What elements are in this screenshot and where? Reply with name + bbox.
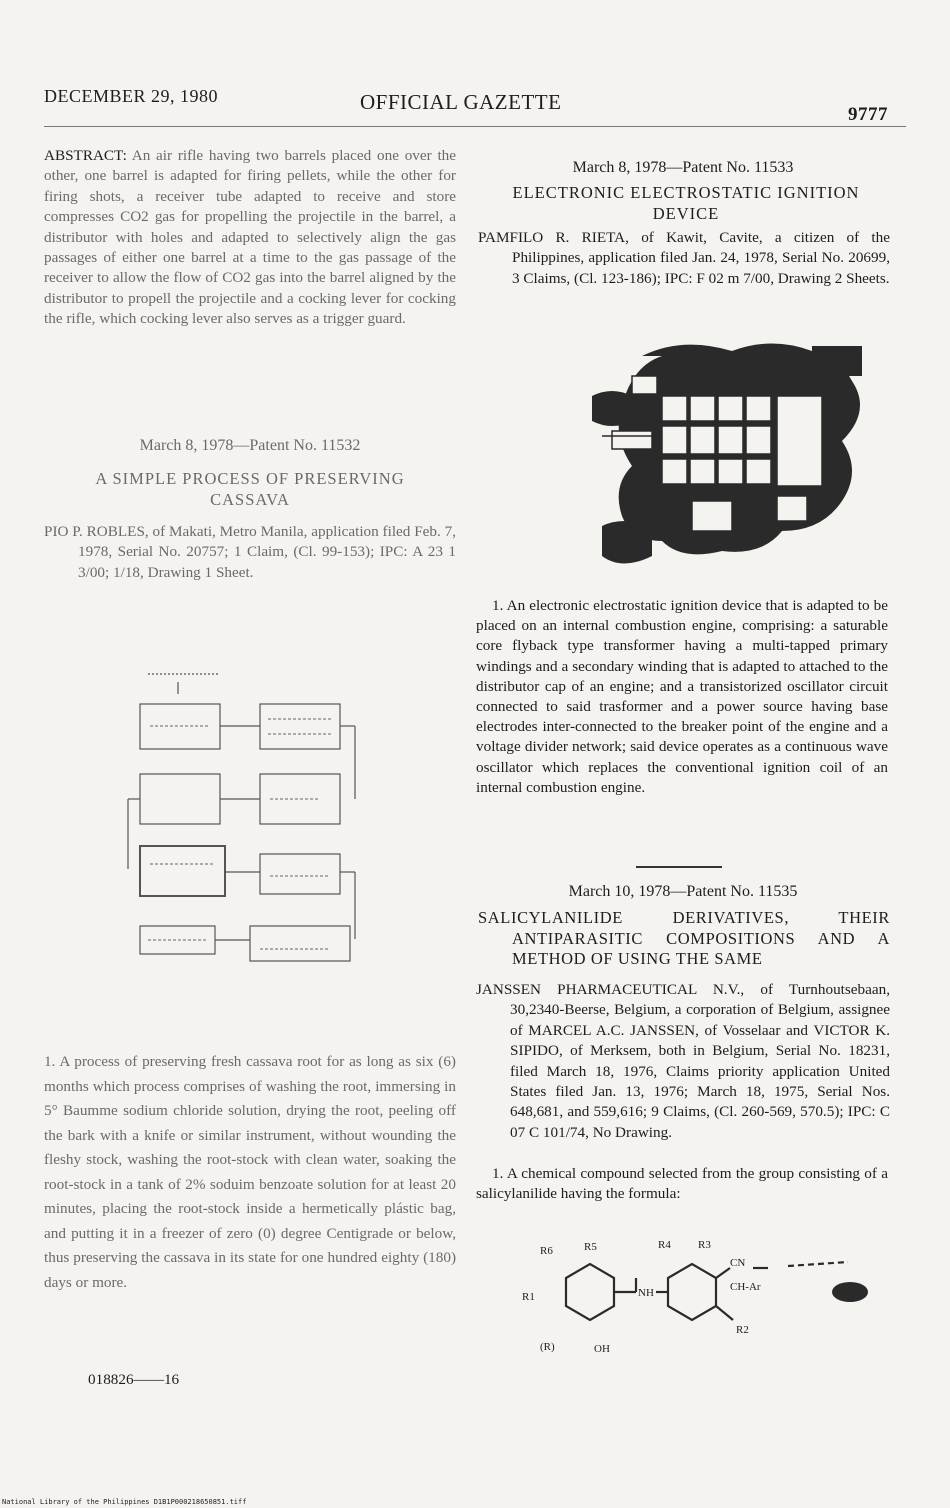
patent-11535-title [478,908,890,970]
scan-footer: National Library of the Philippines D1B1P000218650851.tiff [2,1498,247,1506]
patent-11533-date: March 8, 1978—Patent No. 11533 [572,159,794,176]
formula-label-r3: R3 [698,1239,711,1251]
formula-label-oh: OH [594,1343,610,1355]
formula-label-nh: NH [638,1287,654,1299]
patent-11535-title-text: SALICYLANILIDE DERIVATIVES, THEIR ANTIPARASITIC COMPOSITIONS AND A METHOD OF USING THE SAME [478,908,890,968]
header-rule [44,126,906,127]
formula-label-r1: R1 [522,1291,535,1303]
patent-11532-applicant-name: PIO P. ROBLES, [44,523,149,540]
patent-11533-claim: 1. An electronic electrostatic ignition device that is adapted to be placed on an internal combustion engine, comprising: a saturable core flyback type transformer having a multi-tapped primary windings and a secondary winding that is adapted to attached to the distributor cap of an engine; and a transistorized oscillator circuit connected to said trasformer and a power source having base electrodes inter-connected to the breaker point of the engine and a voltage divider network; said device operates as a continuous wave oscillator which replaces the conventional ignition coil of an internal combustion engine. [476,597,888,796]
cassava-process-diagram [120,664,370,974]
formula-label-ch-ar: CH-Ar [730,1281,761,1293]
patent-11535-claim: 1. A chemical compound selected from the group consisting of a salicylanilide having the formula: [476,1165,888,1203]
patent-11535-date: March 10, 1978—Patent No. 11535 [568,883,798,900]
formula-label-r2: R2 [736,1324,749,1336]
patent-11532-info: of Makati, Metro Manila, application filed Feb. 7, 1978, Serial No. 20757; 1 Claim, (Cl. 99-153); IPC: A 23 1 3/00; 1/18, Drawing 1 Sheet. [78,523,456,581]
patent-11532-title: A SIMPLE PROCESS OF PRESERVING CASSAVA [95,469,405,509]
patent-11533-applicant [478,228,890,289]
ignition-device-drawing [572,336,882,584]
patent-11535-applicant-name: JANSSEN PHARMACEUTICAL N.V., [476,981,745,998]
section-divider [636,866,722,868]
header-page-number: 9777 [848,104,888,125]
patent-11535-applicant [476,980,890,1143]
abstract-text: An air rifle having two barrels placed one over the other, one barrel is adapted for firing pellets, while the other for firing shots, a receiver tube adapted to receive and store compresses CO2 gas for propelling the projectile in the barrel, a distributor with holes and adapted to selectively align the gas passages of either one barrel at a time to the gas passage of the receiver to allow the flow of CO2 gas into the barrel aligned by the distributor to propell the projectile and a cocking lever for cocking the rifle, which cocking lever also serves as a trigger guard. [44,147,456,328]
header-gazette: OFFICIAL GAZETTE [360,90,562,114]
abstract-label: ABSTRACT: [44,147,127,164]
patent-11533-applicant-name: PAMFILO R. RIETA, [478,229,629,246]
patent-11532-claim: 1. A process of preserving fresh cassava root for as long as six (6) months which process comprises of washing the root, immersing in 5° Baumme sodium chloride solution, drying the root, peeling off the bark with a knife or similar instrument, without wounding the fleshy stock, washing the root-stock with clean water, soaking the root-stock in a tank of 2% soduim benzoate solution for at least 20 minutes, placing the root-stock inside a hermetically plástic bag, and putting it in a freezer of zero (0) degree Centigrade or below, thus preserving the cassava in its state for one hundred eighty (180) days or more. [44,1053,456,1291]
patent-11535-info: of Turnhoutsebaan, 30,2340-Beerse, Belgium, a corporation of Belgium, assignee of MARCEL A.C. JANSSEN, of Vosselaar and VICTOR K. SIPIDO, of Merksem, both in Belgium, Serial No. 18231, filed March 18, 1976, Claims priority application United States filed Jan. 13, 1976; March 18, 1975, Serial Nos. 648,681, and 559,616; 9 Claims, (Cl. 260-569, 570.5); IPC: C 07 C 101/74, No Drawing. [510,981,891,1141]
print-code: 018826——16 [88,1371,180,1388]
header-date: DECEMBER 29, 1980 [44,86,219,106]
patent-11533-title: ELECTRONIC ELECTROSTATIC IGNITION DEVICE [512,183,860,223]
patent-11533-info: of Kawit, Cavite, a citizen of the Philippines, application filed Jan. 24, 1978, Serial No. 20699, 3 Claims, (Cl. 123-186); IPC: F 02 m 7/00, Drawing 2 Sheets. [512,229,890,287]
formula-label-r5: R5 [584,1241,597,1253]
patent-11532-applicant [44,522,456,583]
formula-label-r4: R4 [658,1239,671,1251]
abstract [44,146,456,330]
formula-label-r7: (R) [540,1341,555,1353]
formula-label-r6: R6 [540,1245,553,1257]
formula-label-cn: CN [730,1257,746,1269]
salicylanilide-formula [518,1228,878,1368]
left-column [44,146,456,330]
patent-11532-date: March 8, 1978—Patent No. 11532 [139,437,361,454]
